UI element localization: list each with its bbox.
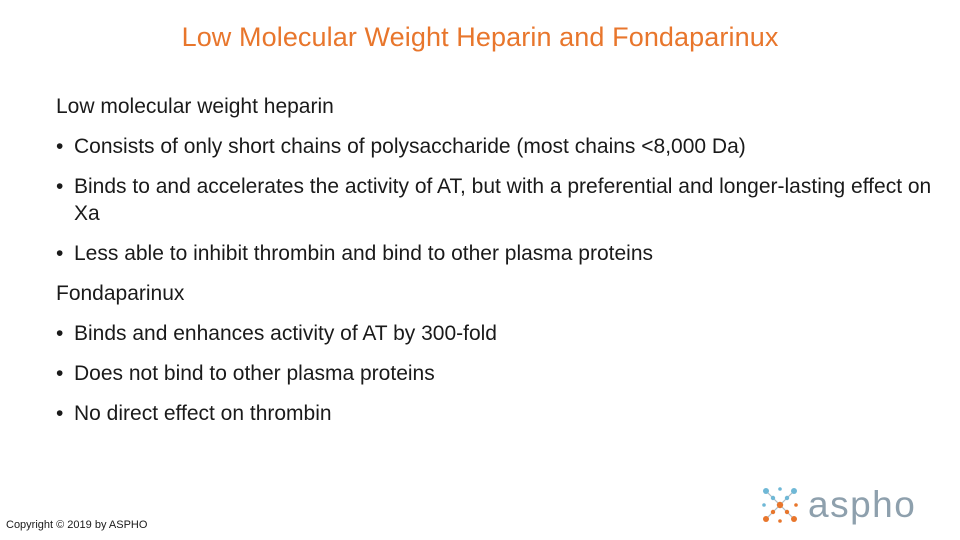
bullet-text: • Binds to and accelerates the activity of AT, but with a preferential and longer-lasting effect on Xa <box>74 175 932 225</box>
bullet-text: • No direct effect on thrombin <box>74 402 332 425</box>
bullet-item <box>56 320 936 347</box>
copyright-footer: Copyright © 2019 by ASPHO <box>6 519 148 531</box>
bullet-text: • Binds and enhances activity of AT by 300-fold <box>74 322 497 345</box>
aspho-logo <box>760 485 916 525</box>
bullet-item <box>56 173 936 227</box>
aspho-wordmark: aspho <box>808 484 917 525</box>
section-heading-lmwh: Low molecular weight heparin <box>56 95 334 118</box>
aspho-molecule-icon <box>760 485 800 525</box>
bullet-text: • Consists of only short chains of polysaccharide (most chains <8,000 Da) <box>74 135 746 158</box>
slide-title: Low Molecular Weight Heparin and Fondaparinux <box>181 22 779 52</box>
bullet-item <box>56 400 936 427</box>
bullet-text: • Less able to inhibit thrombin and bind to other plasma proteins <box>74 242 654 265</box>
section-heading-fondaparinux: Fondaparinux <box>56 282 185 305</box>
bullet-item <box>56 133 936 160</box>
slide-content <box>56 93 936 440</box>
bullet-item <box>56 240 936 267</box>
bullet-text: • Does not bind to other plasma proteins <box>74 362 435 385</box>
bullet-item <box>56 360 936 387</box>
